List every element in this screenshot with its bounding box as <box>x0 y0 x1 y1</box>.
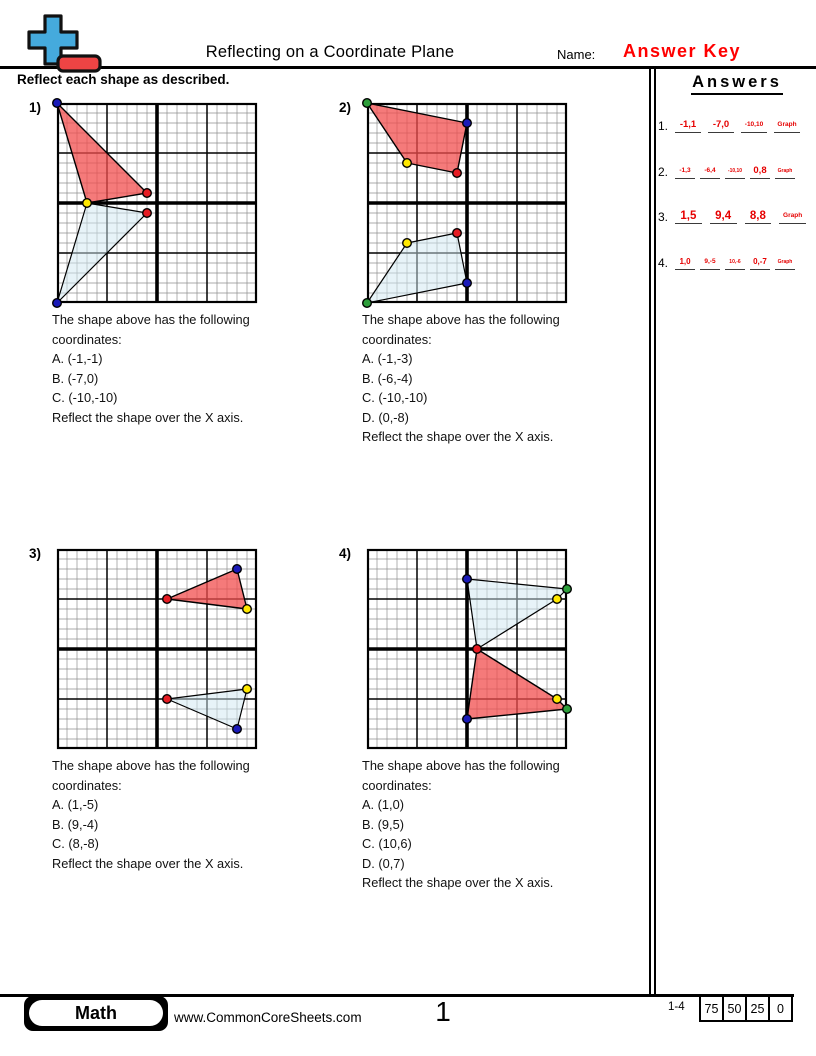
name-label: Name: <box>557 47 596 62</box>
problem-3 <box>29 546 339 986</box>
problem-text-line: coordinates: <box>362 777 432 793</box>
math-badge-label: Math <box>29 1000 163 1026</box>
score-range-label: 1-4 <box>668 1001 685 1013</box>
vertex-dot-green <box>363 99 372 108</box>
vertex-dot-red <box>163 695 172 704</box>
vertex-dot-blue <box>233 565 242 574</box>
problem-text-line: C. (-10,-10) <box>52 390 118 405</box>
answer-row-number: 1. <box>658 119 669 133</box>
math-badge <box>24 996 168 1031</box>
problem-text-line: coordinates: <box>52 777 122 793</box>
answer-blank: Graph <box>775 164 795 179</box>
answer-blank: Graph <box>774 118 800 133</box>
problem-text <box>52 756 332 873</box>
page-number: 1 <box>435 996 451 1027</box>
problem-text-line: A. (1,-5) <box>52 797 99 812</box>
problem-text-line: Reflect the shape over the X axis. <box>362 429 554 444</box>
answer-row-number: 4. <box>658 255 669 270</box>
vertex-dot-blue <box>463 575 472 584</box>
vertex-dot-blue <box>233 725 242 734</box>
problem-text-line: The shape above has the following <box>52 312 250 327</box>
problem-text-line: D. (0,-8) <box>362 409 409 425</box>
site-url: www.CommonCoreSheets.com <box>174 1010 362 1025</box>
problem-text <box>52 310 332 427</box>
vertex-dot-yellow <box>553 595 562 604</box>
answer-row <box>658 255 814 301</box>
answer-blank: 10,-6 <box>725 255 745 270</box>
problem-text-line: B. (9,-4) <box>52 816 99 832</box>
vertex-dot-yellow <box>553 695 562 704</box>
score-cell: 0 <box>768 995 793 1022</box>
answer-blank: -1,1 <box>675 118 701 133</box>
answer-blank: 0,-7 <box>750 255 770 270</box>
answers-separator <box>649 68 656 995</box>
answers-heading: Answers <box>666 73 808 95</box>
problem-text-line: coordinates: <box>52 331 122 347</box>
vertex-dot-red <box>453 169 462 178</box>
problem-text-line: A. (-1,-1) <box>52 351 103 366</box>
score-cell: 25 <box>745 995 770 1022</box>
vertex-dot-blue <box>463 119 472 128</box>
problem-text-line: D. (0,7) <box>362 855 405 871</box>
answer-blank: Graph <box>775 255 795 270</box>
problem-number: 2) <box>339 100 352 115</box>
answer-blank: -7,0 <box>708 118 734 133</box>
problem-2 <box>339 100 649 540</box>
problem-text-line: C. (8,-8) <box>52 836 99 851</box>
answer-blank: 1,5 <box>675 209 702 224</box>
answer-row-number: 3. <box>658 210 669 224</box>
answer-row <box>658 118 814 164</box>
problem-text-line: A. (1,0) <box>362 797 404 812</box>
commoncoresheets-logo-icon <box>18 12 102 74</box>
problem-4 <box>339 546 649 986</box>
coordinate-grid <box>367 103 567 303</box>
problem-text-line: Reflect the shape over the X axis. <box>52 855 244 871</box>
answer-key-text: Answer Key <box>623 41 742 61</box>
vertex-dot-green <box>363 299 372 308</box>
answer-blank: 0,8 <box>750 164 770 179</box>
vertex-dot-blue <box>53 299 62 308</box>
problem-text-line: A. (-1,-3) <box>362 351 413 366</box>
answers-list <box>658 118 814 300</box>
problem-text-line: Reflect the shape over the X axis. <box>52 409 244 425</box>
problem-text-line: C. (10,6) <box>362 836 412 851</box>
vertex-dot-yellow <box>83 199 92 208</box>
vertex-dot-green <box>563 705 572 714</box>
answer-row <box>658 209 814 255</box>
problem-text-line: B. (9,5) <box>362 816 404 832</box>
answer-blank: 9,4 <box>710 209 737 224</box>
vertex-dot-yellow <box>243 605 252 614</box>
header-divider <box>0 66 816 69</box>
score-cell: 75 <box>699 995 724 1022</box>
answer-blank: 1,0 <box>675 255 695 270</box>
score-cell: 50 <box>722 995 747 1022</box>
problem-number: 1) <box>29 100 42 115</box>
answer-blank: 9,-5 <box>700 255 720 270</box>
vertex-dot-red <box>163 595 172 604</box>
problem-text-line: The shape above has the following <box>362 758 560 773</box>
vertex-dot-blue <box>53 99 62 108</box>
problem-text-line: Reflect the shape over the X axis. <box>362 875 554 890</box>
problem-text-line: B. (-7,0) <box>52 370 99 386</box>
answer-blank: Graph <box>779 209 806 224</box>
answer-blank: -10,10 <box>725 164 745 179</box>
problem-text-line: B. (-6,-4) <box>362 370 413 386</box>
vertex-dot-yellow <box>403 159 412 168</box>
problem-text-line: The shape above has the following <box>52 758 250 773</box>
vertex-dot-red <box>143 189 152 198</box>
problem-text-line: coordinates: <box>362 331 432 347</box>
coordinate-grid <box>57 549 257 749</box>
problem-text-line: The shape above has the following <box>362 312 560 327</box>
answer-blank: -6,4 <box>700 164 720 179</box>
page-title: Reflecting on a Coordinate Plane <box>205 43 455 61</box>
vertex-dot-red <box>453 229 462 238</box>
instruction-text: Reflect each shape as described. <box>17 72 230 87</box>
vertex-dot-red <box>473 645 482 654</box>
answer-blank: -1,3 <box>675 164 695 179</box>
coordinate-grid <box>57 103 257 303</box>
vertex-dot-blue <box>463 279 472 288</box>
answer-row <box>658 164 814 210</box>
vertex-dot-green <box>563 585 572 594</box>
score-table <box>701 995 793 1022</box>
answer-blank: -10,10 <box>741 118 767 133</box>
vertex-dot-blue <box>463 715 472 724</box>
problem-text-line: C. (-10,-10) <box>362 390 428 405</box>
vertex-dot-red <box>143 209 152 218</box>
problem-text <box>362 756 642 893</box>
problem-1 <box>29 100 339 540</box>
answer-blank: 8,8 <box>745 209 772 224</box>
vertex-dot-yellow <box>243 685 252 694</box>
coordinate-grid <box>367 549 567 749</box>
vertex-dot-yellow <box>403 239 412 248</box>
problem-number: 4) <box>339 546 352 561</box>
problem-text <box>362 310 642 447</box>
problem-number: 3) <box>29 546 42 561</box>
answer-row-number: 2. <box>658 164 669 179</box>
